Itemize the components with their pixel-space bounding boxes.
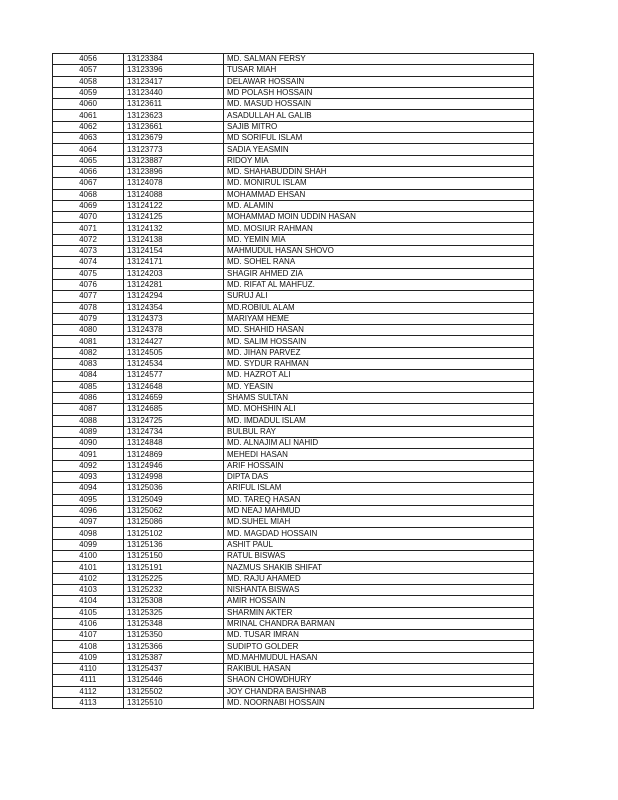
name-cell: MD. ALAMIN <box>224 200 534 211</box>
serial-number-cell: 4083 <box>53 359 124 370</box>
name-cell: DELAWAR HOSSAIN <box>224 76 534 87</box>
table-row <box>53 166 534 177</box>
registration-id-cell: 13123384 <box>124 54 224 65</box>
name-cell: SHAGIR AHMED ZIA <box>224 268 534 279</box>
table-row <box>53 155 534 166</box>
name-cell: MD. MOHSHIN ALI <box>224 404 534 415</box>
serial-number-cell: 4078 <box>53 302 124 313</box>
table-row <box>53 99 534 110</box>
table-row <box>53 686 534 697</box>
serial-number-cell: 4079 <box>53 313 124 324</box>
name-cell: SURUJ ALI <box>224 291 534 302</box>
registration-id-cell: 13124427 <box>124 336 224 347</box>
serial-number-cell: 4061 <box>53 110 124 121</box>
name-cell: JOY CHANDRA BAISHNAB <box>224 686 534 697</box>
serial-number-cell: 4062 <box>53 121 124 132</box>
serial-number-cell: 4107 <box>53 630 124 641</box>
name-cell: MD. SHAHID HASAN <box>224 325 534 336</box>
serial-number-cell: 4104 <box>53 596 124 607</box>
name-cell: MD. MOSIUR RAHMAN <box>224 223 534 234</box>
table-row <box>53 426 534 437</box>
registration-id-cell: 13123611 <box>124 99 224 110</box>
table-row <box>53 313 534 324</box>
name-cell: MD. SOHEL RANA <box>224 257 534 268</box>
registration-id-cell: 13125102 <box>124 528 224 539</box>
table-row <box>53 697 534 708</box>
registration-id-cell: 13123887 <box>124 155 224 166</box>
table-row <box>53 584 534 595</box>
name-cell: MD POLASH HOSSAIN <box>224 87 534 98</box>
name-cell: TUSAR MIAH <box>224 65 534 76</box>
serial-number-cell: 4086 <box>53 392 124 403</box>
serial-number-cell: 4111 <box>53 675 124 686</box>
serial-number-cell: 4075 <box>53 268 124 279</box>
serial-number-cell: 4063 <box>53 133 124 144</box>
table-row <box>53 528 534 539</box>
name-cell: ARIF HOSSAIN <box>224 460 534 471</box>
name-cell: RAKIBUL HASAN <box>224 664 534 675</box>
serial-number-cell: 4098 <box>53 528 124 539</box>
registration-id-cell: 13125232 <box>124 584 224 595</box>
serial-number-cell: 4092 <box>53 460 124 471</box>
name-cell: MD. TUSAR IMRAN <box>224 630 534 641</box>
name-cell: BULBUL RAY <box>224 426 534 437</box>
registration-id-cell: 13124125 <box>124 212 224 223</box>
registration-id-cell: 13124998 <box>124 471 224 482</box>
name-cell: MD. IMDADUL ISLAM <box>224 415 534 426</box>
table-row <box>53 234 534 245</box>
registration-id-cell: 13125225 <box>124 573 224 584</box>
registration-id-cell: 13125387 <box>124 652 224 663</box>
results-table <box>52 53 534 709</box>
serial-number-cell: 4089 <box>53 426 124 437</box>
table-row <box>53 381 534 392</box>
serial-number-cell: 4108 <box>53 641 124 652</box>
serial-number-cell: 4056 <box>53 54 124 65</box>
name-cell: SHAMS SULTAN <box>224 392 534 403</box>
serial-number-cell: 4059 <box>53 87 124 98</box>
registration-id-cell: 13124734 <box>124 426 224 437</box>
registration-id-cell: 13123773 <box>124 144 224 155</box>
table-row <box>53 471 534 482</box>
registration-id-cell: 13124154 <box>124 246 224 257</box>
table-row <box>53 347 534 358</box>
name-cell: DIPTA DAS <box>224 471 534 482</box>
serial-number-cell: 4057 <box>53 65 124 76</box>
registration-id-cell: 13124354 <box>124 302 224 313</box>
table-row <box>53 517 534 528</box>
registration-id-cell: 13124648 <box>124 381 224 392</box>
name-cell: MD. MASUD HOSSAIN <box>224 99 534 110</box>
table-row <box>53 596 534 607</box>
table-row <box>53 539 534 550</box>
name-cell: RATUL BISWAS <box>224 551 534 562</box>
registration-id-cell: 13124138 <box>124 234 224 245</box>
serial-number-cell: 4105 <box>53 607 124 618</box>
table-row <box>53 618 534 629</box>
serial-number-cell: 4060 <box>53 99 124 110</box>
serial-number-cell: 4095 <box>53 494 124 505</box>
table-row <box>53 438 534 449</box>
registration-id-cell: 13124869 <box>124 449 224 460</box>
table-row <box>53 460 534 471</box>
registration-id-cell: 13124378 <box>124 325 224 336</box>
registration-id-cell: 13124088 <box>124 189 224 200</box>
serial-number-cell: 4099 <box>53 539 124 550</box>
registration-id-cell: 13123417 <box>124 76 224 87</box>
serial-number-cell: 4088 <box>53 415 124 426</box>
results-table-body <box>53 54 534 709</box>
registration-id-cell: 13124203 <box>124 268 224 279</box>
serial-number-cell: 4067 <box>53 178 124 189</box>
table-row <box>53 54 534 65</box>
table-row <box>53 200 534 211</box>
table-row <box>53 279 534 290</box>
serial-number-cell: 4090 <box>53 438 124 449</box>
registration-id-cell: 13123396 <box>124 65 224 76</box>
name-cell: ASADULLAH AL GALIB <box>224 110 534 121</box>
name-cell: MD NEAJ MAHMUD <box>224 505 534 516</box>
registration-id-cell: 13124171 <box>124 257 224 268</box>
table-row <box>53 551 534 562</box>
table-row <box>53 415 534 426</box>
registration-id-cell: 13123623 <box>124 110 224 121</box>
table-row <box>53 144 534 155</box>
table-row <box>53 573 534 584</box>
table-row <box>53 449 534 460</box>
serial-number-cell: 4064 <box>53 144 124 155</box>
name-cell: MOHAMMAD EHSAN <box>224 189 534 200</box>
table-row <box>53 652 534 663</box>
serial-number-cell: 4102 <box>53 573 124 584</box>
table-row <box>53 268 534 279</box>
name-cell: MD. NOORNABI HOSSAIN <box>224 697 534 708</box>
name-cell: MD.MAHMUDUL HASAN <box>224 652 534 663</box>
name-cell: MD. YEMIN MIA <box>224 234 534 245</box>
registration-id-cell: 13125308 <box>124 596 224 607</box>
name-cell: MD. SALMAN FERSY <box>224 54 534 65</box>
registration-id-cell: 13125049 <box>124 494 224 505</box>
table-row <box>53 65 534 76</box>
table-row <box>53 641 534 652</box>
table-row <box>53 257 534 268</box>
registration-id-cell: 13125325 <box>124 607 224 618</box>
serial-number-cell: 4093 <box>53 471 124 482</box>
table-row <box>53 494 534 505</box>
name-cell: MOHAMMAD MOIN UDDIN HASAN <box>224 212 534 223</box>
name-cell: MD. SYDUR RAHMAN <box>224 359 534 370</box>
serial-number-cell: 4071 <box>53 223 124 234</box>
table-row <box>53 607 534 618</box>
registration-id-cell: 13124373 <box>124 313 224 324</box>
name-cell: SUDIPTO GOLDER <box>224 641 534 652</box>
registration-id-cell: 13125350 <box>124 630 224 641</box>
registration-id-cell: 13124281 <box>124 279 224 290</box>
registration-id-cell: 13124725 <box>124 415 224 426</box>
name-cell: MD. YEASIN <box>224 381 534 392</box>
registration-id-cell: 13124534 <box>124 359 224 370</box>
serial-number-cell: 4069 <box>53 200 124 211</box>
name-cell: MD. JIHAN PARVEZ <box>224 347 534 358</box>
table-row <box>53 675 534 686</box>
name-cell: NISHANTA BISWAS <box>224 584 534 595</box>
name-cell: MD. SHAHABUDDIN SHAH <box>224 166 534 177</box>
serial-number-cell: 4112 <box>53 686 124 697</box>
serial-number-cell: 4076 <box>53 279 124 290</box>
table-row <box>53 121 534 132</box>
name-cell: MARIYAM HEME <box>224 313 534 324</box>
registration-id-cell: 13125437 <box>124 664 224 675</box>
registration-id-cell: 13124078 <box>124 178 224 189</box>
serial-number-cell: 4085 <box>53 381 124 392</box>
registration-id-cell: 13125062 <box>124 505 224 516</box>
table-row <box>53 178 534 189</box>
table-row <box>53 189 534 200</box>
table-row <box>53 76 534 87</box>
table-row <box>53 562 534 573</box>
serial-number-cell: 4106 <box>53 618 124 629</box>
name-cell: RIDOY MIA <box>224 155 534 166</box>
serial-number-cell: 4066 <box>53 166 124 177</box>
name-cell: MD. HAZROT ALI <box>224 370 534 381</box>
serial-number-cell: 4100 <box>53 551 124 562</box>
name-cell: MRINAL CHANDRA BARMAN <box>224 618 534 629</box>
registration-id-cell: 13125191 <box>124 562 224 573</box>
serial-number-cell: 4113 <box>53 697 124 708</box>
registration-id-cell: 13124294 <box>124 291 224 302</box>
registration-id-cell: 13124122 <box>124 200 224 211</box>
table-row <box>53 505 534 516</box>
name-cell: AMIR HOSSAIN <box>224 596 534 607</box>
registration-id-cell: 13123679 <box>124 133 224 144</box>
table-row <box>53 483 534 494</box>
registration-id-cell: 13125510 <box>124 697 224 708</box>
registration-id-cell: 13124577 <box>124 370 224 381</box>
name-cell: SHAON CHOWDHURY <box>224 675 534 686</box>
serial-number-cell: 4065 <box>53 155 124 166</box>
name-cell: MD. MAGDAD HOSSAIN <box>224 528 534 539</box>
name-cell: MD. TAREQ HASAN <box>224 494 534 505</box>
serial-number-cell: 4110 <box>53 664 124 675</box>
serial-number-cell: 4094 <box>53 483 124 494</box>
serial-number-cell: 4080 <box>53 325 124 336</box>
registration-id-cell: 13124946 <box>124 460 224 471</box>
name-cell: MD. SALIM HOSSAIN <box>224 336 534 347</box>
registration-id-cell: 13125036 <box>124 483 224 494</box>
registration-id-cell: 13123440 <box>124 87 224 98</box>
registration-id-cell: 13124685 <box>124 404 224 415</box>
table-row <box>53 291 534 302</box>
registration-id-cell: 13124848 <box>124 438 224 449</box>
registration-id-cell: 13125150 <box>124 551 224 562</box>
table-row <box>53 359 534 370</box>
serial-number-cell: 4097 <box>53 517 124 528</box>
registration-id-cell: 13125502 <box>124 686 224 697</box>
table-row <box>53 133 534 144</box>
table-row <box>53 212 534 223</box>
name-cell: ARIFUL ISLAM <box>224 483 534 494</box>
name-cell: MD. RIFAT AL MAHFUZ. <box>224 279 534 290</box>
table-row <box>53 87 534 98</box>
serial-number-cell: 4109 <box>53 652 124 663</box>
serial-number-cell: 4096 <box>53 505 124 516</box>
registration-id-cell: 13125446 <box>124 675 224 686</box>
serial-number-cell: 4087 <box>53 404 124 415</box>
name-cell: SADIA YEASMIN <box>224 144 534 155</box>
serial-number-cell: 4081 <box>53 336 124 347</box>
name-cell: NAZMUS SHAKIB SHIFAT <box>224 562 534 573</box>
table-row <box>53 302 534 313</box>
registration-id-cell: 13125136 <box>124 539 224 550</box>
name-cell: MD.ROBIUL ALAM <box>224 302 534 313</box>
table-row <box>53 223 534 234</box>
table-row <box>53 664 534 675</box>
name-cell: MD.SUHEL MIAH <box>224 517 534 528</box>
serial-number-cell: 4101 <box>53 562 124 573</box>
table-row <box>53 325 534 336</box>
serial-number-cell: 4073 <box>53 246 124 257</box>
registration-id-cell: 13123896 <box>124 166 224 177</box>
name-cell: MD. MONIRUL ISLAM <box>224 178 534 189</box>
registration-id-cell: 13124132 <box>124 223 224 234</box>
serial-number-cell: 4058 <box>53 76 124 87</box>
serial-number-cell: 4074 <box>53 257 124 268</box>
table-row <box>53 630 534 641</box>
serial-number-cell: 4082 <box>53 347 124 358</box>
table-row <box>53 110 534 121</box>
registration-id-cell: 13125366 <box>124 641 224 652</box>
registration-id-cell: 13124659 <box>124 392 224 403</box>
registration-id-cell: 13123661 <box>124 121 224 132</box>
table-row <box>53 246 534 257</box>
serial-number-cell: 4077 <box>53 291 124 302</box>
name-cell: MD. RAJU AHAMED <box>224 573 534 584</box>
name-cell: MAHMUDUL HASAN SHOVO <box>224 246 534 257</box>
name-cell: MD SORIFUL ISLAM <box>224 133 534 144</box>
registration-id-cell: 13125086 <box>124 517 224 528</box>
name-cell: SAJIB MITRO <box>224 121 534 132</box>
table-row <box>53 370 534 381</box>
serial-number-cell: 4068 <box>53 189 124 200</box>
serial-number-cell: 4072 <box>53 234 124 245</box>
serial-number-cell: 4091 <box>53 449 124 460</box>
name-cell: MEHEDI HASAN <box>224 449 534 460</box>
registration-id-cell: 13124505 <box>124 347 224 358</box>
serial-number-cell: 4084 <box>53 370 124 381</box>
name-cell: SHARMIN AKTER <box>224 607 534 618</box>
table-row <box>53 336 534 347</box>
table-row <box>53 392 534 403</box>
serial-number-cell: 4070 <box>53 212 124 223</box>
name-cell: MD. ALNAJIM ALI NAHID <box>224 438 534 449</box>
name-cell: ASHIT PAUL <box>224 539 534 550</box>
serial-number-cell: 4103 <box>53 584 124 595</box>
registration-id-cell: 13125348 <box>124 618 224 629</box>
table-row <box>53 404 534 415</box>
